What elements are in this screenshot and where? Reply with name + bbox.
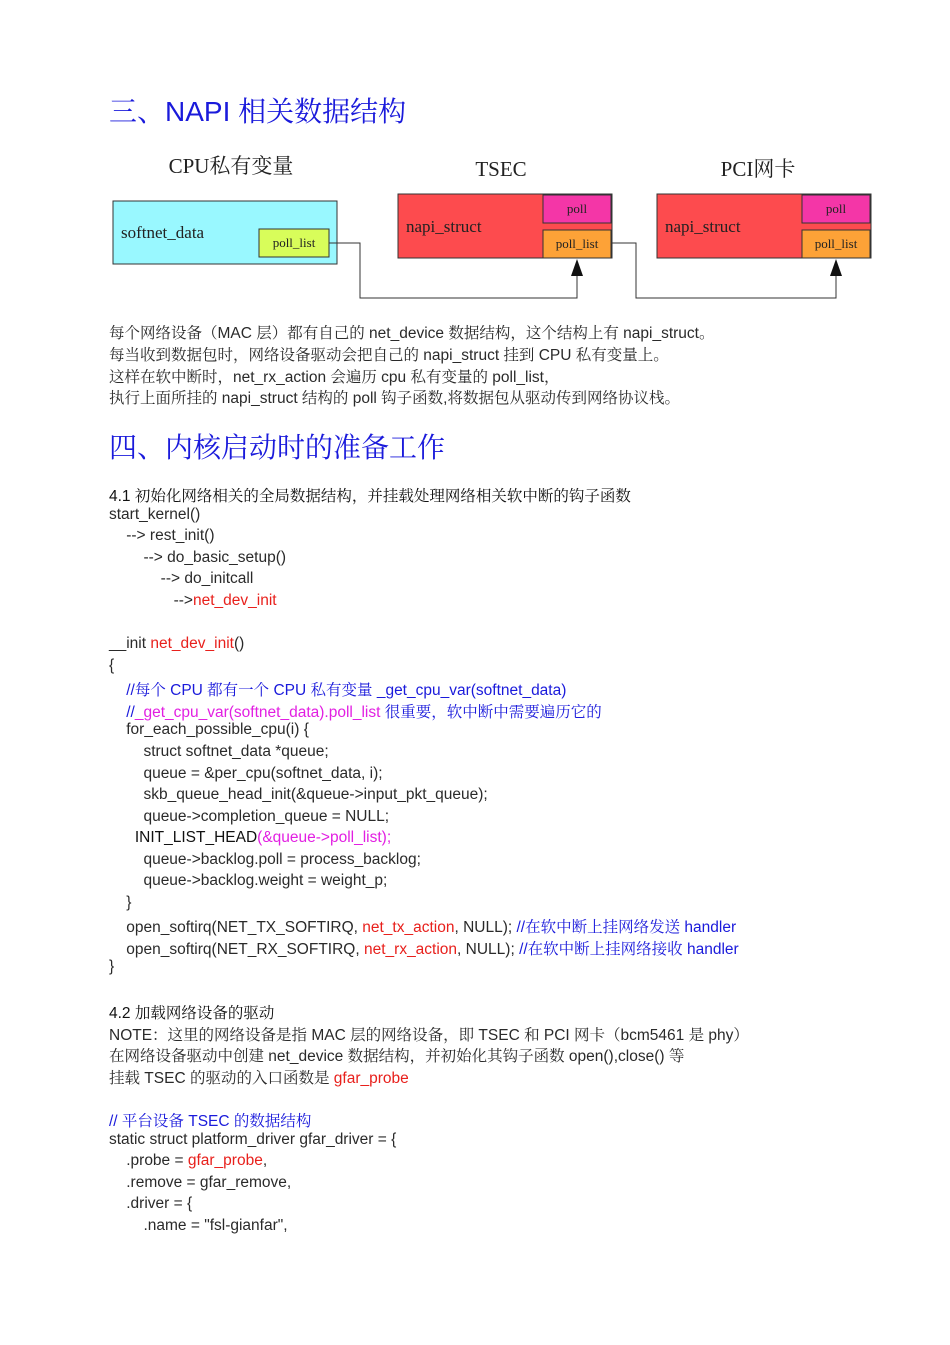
pci-napi-struct-label: napi_struct <box>665 217 741 236</box>
code-close-brace: } <box>109 958 115 975</box>
code-comment-2 <box>109 700 602 722</box>
gfar-probe-ref: gfar_probe <box>333 1070 409 1087</box>
probe-suffix: , <box>262 1152 268 1169</box>
s42-line-3-prefix: 挂载 TSEC 的驱动的入口函数是 <box>109 1070 334 1087</box>
code-open-softirq-tx <box>109 915 736 937</box>
s42-note: NOTE：这里的网络设备是指 MAC 层的网络设备，即 TSEC 和 PCI 网卡（bcm5461 是 phy） <box>109 1027 749 1044</box>
code-completion: queue->completion_queue = NULL; <box>109 808 390 825</box>
code-backlog-poll: queue->backlog.poll = process_backlog; <box>109 851 421 868</box>
code-close-inner: } <box>109 894 132 911</box>
rx-comment: //在软中断上挂网络接收 handler <box>519 941 739 958</box>
tx-mid: , NULL); <box>454 919 517 936</box>
code-static-struct: static struct platform_driver gfar_driver = { <box>109 1131 397 1148</box>
code-start-kernel: start_kernel() <box>109 506 201 523</box>
s41-heading: 4.1 初始化网络相关的全局数据结构，并挂载处理网络相关软中断的钩子函数 <box>109 488 631 505</box>
code-struct-decl: struct softnet_data *queue; <box>109 743 329 760</box>
s3-line-4: 执行上面所挂的 napi_struct 结构的 poll 钩子函数,将数据包从驱动传到网络协议栈。 <box>109 390 680 407</box>
arrow-head-tsec <box>571 259 583 276</box>
section-3-title: 三、NAPI 相关数据结构 <box>109 96 407 127</box>
comment2-prefix: // <box>109 704 135 721</box>
s3-line-3: 这样在软中断时，net_rx_action 会遍历 cpu 私有变量的 poll_list， <box>109 369 560 386</box>
comment2-poll-list: _get_cpu_var(softnet_data).poll_list <box>134 704 381 721</box>
s42-line-3 <box>109 1066 409 1088</box>
code-rest-init: --> rest_init() <box>109 527 215 544</box>
code-probe <box>109 1152 267 1170</box>
cpu-private-var-label: CPU私有变量 <box>168 154 294 178</box>
section-4-title: 四、内核启动时的准备工作 <box>109 432 446 463</box>
pci-poll-list-label: poll_list <box>814 236 858 251</box>
net-tx-action: net_tx_action <box>362 919 455 936</box>
arrow-head-pci <box>830 259 842 276</box>
net-dev-init-name: net_dev_init <box>150 635 234 652</box>
code-net-dev-init-call <box>109 592 277 610</box>
code-skb-init: skb_queue_head_init(&queue->input_pkt_queue); <box>109 786 488 803</box>
softnet-poll-list-label: poll_list <box>272 235 316 250</box>
init-prefix: __init <box>109 635 151 652</box>
s42-comment: // 平台设备 TSEC 的数据结构 <box>109 1113 312 1130</box>
code-do-initcall: --> do_initcall <box>109 570 254 587</box>
net-dev-init-ref: net_dev_init <box>192 592 277 609</box>
init-list-arg: (&queue->poll_list); <box>257 829 392 846</box>
s42-line-2: 在网络设备驱动中创建 net_device 数据结构，并初始化其钩子函数 open(),close() 等 <box>109 1048 685 1065</box>
code-driver: .driver = { <box>109 1195 193 1212</box>
arrow-prefix: --> <box>109 592 193 609</box>
code-for-each: for_each_possible_cpu(i) { <box>109 721 309 738</box>
net-rx-action: net_rx_action <box>363 941 458 958</box>
pci-nic-label: PCI网卡 <box>720 157 796 181</box>
s3-line-1: 每个网络设备（MAC 层）都有自己的 net_device 数据结构，这个结构上有 napi_struct。 <box>109 325 715 342</box>
code-init-decl <box>109 635 244 653</box>
tsec-poll-label: poll <box>566 201 588 216</box>
rx-prefix: open_softirq(NET_RX_SOFTIRQ, <box>109 941 364 958</box>
code-remove: .remove = gfar_remove, <box>109 1174 292 1191</box>
tx-prefix: open_softirq(NET_TX_SOFTIRQ, <box>109 919 363 936</box>
code-comment-1: //每个 CPU 都有一个 CPU 私有变量 _get_cpu_var(softnet_data) <box>109 682 567 699</box>
code-open-softirq-rx <box>109 937 739 959</box>
code-name: .name = "fsl-gianfar", <box>109 1217 288 1234</box>
gfar-probe-value: gfar_probe <box>187 1152 263 1169</box>
pci-poll-label: poll <box>825 201 847 216</box>
s42-heading: 4.2 加载网络设备的驱动 <box>109 1005 275 1022</box>
softnet-data-label: softnet_data <box>121 223 205 242</box>
init-list-prefix: INIT_LIST_HEAD <box>109 829 258 846</box>
code-open-brace: { <box>109 657 115 674</box>
s3-line-2: 每当收到数据包时，网络设备驱动会把自己的 napi_struct 挂到 CPU 私有变量上。 <box>109 347 669 364</box>
code-init-list-head <box>109 829 391 847</box>
tsec-poll-list-label: poll_list <box>555 236 599 251</box>
code-do-basic-setup: --> do_basic_setup() <box>109 549 287 566</box>
tx-comment: //在软中断上挂网络发送 handler <box>516 919 737 936</box>
tsec-napi-struct-label: napi_struct <box>406 217 482 236</box>
tsec-label: TSEC <box>475 157 527 181</box>
rx-mid: , NULL); <box>457 941 520 958</box>
code-backlog-weight: queue->backlog.weight = weight_p; <box>109 872 388 889</box>
code-queue-assign: queue = &per_cpu(softnet_data, i); <box>109 765 383 782</box>
probe-prefix: .probe = <box>109 1152 188 1169</box>
init-suffix: () <box>233 635 245 652</box>
napi-diagram <box>0 0 950 320</box>
comment2-suffix: 很重要，软中断中需要遍历它的 <box>380 704 602 721</box>
